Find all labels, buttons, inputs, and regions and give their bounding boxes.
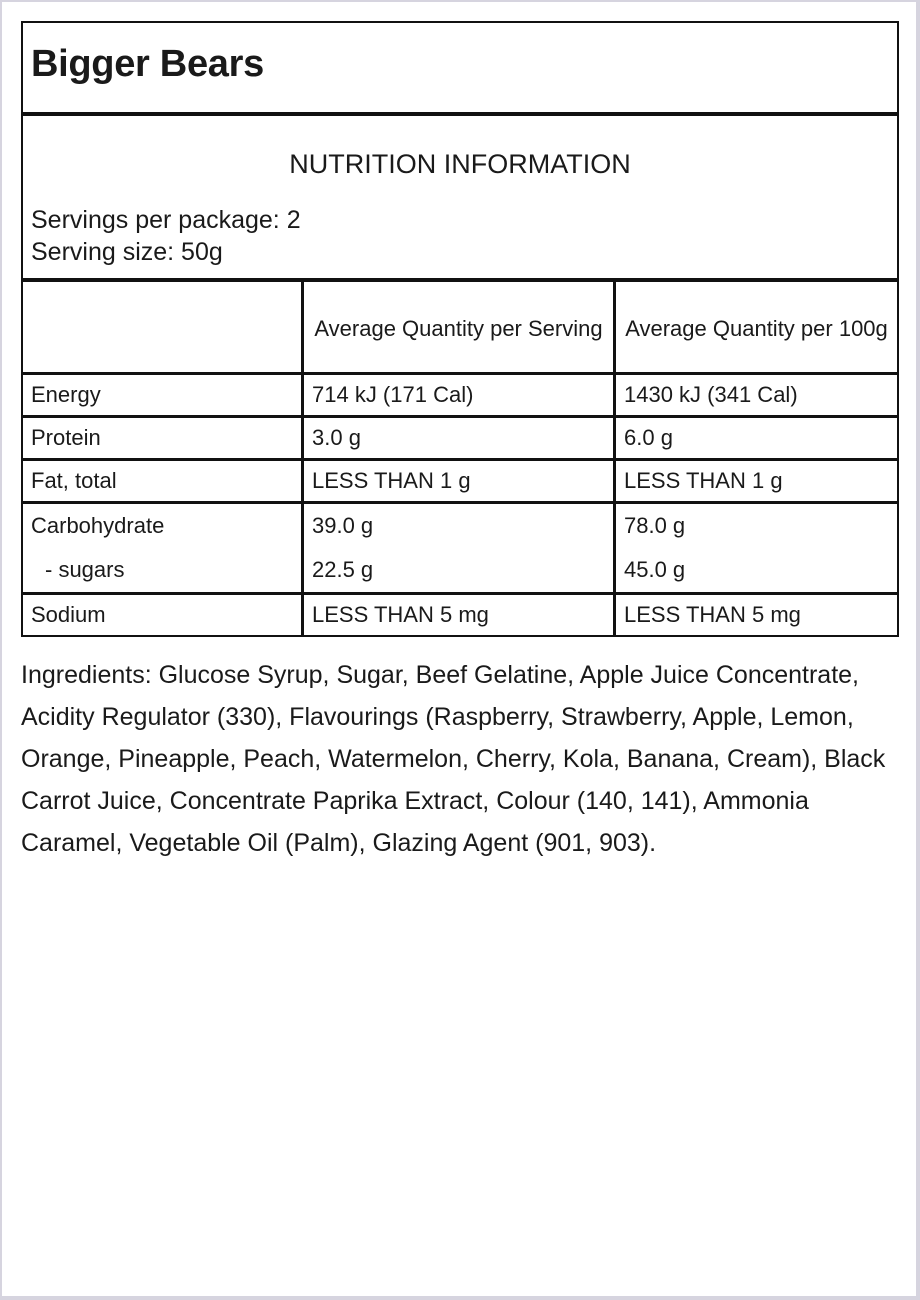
per-100g-value: 78.0 g [624, 513, 686, 538]
nutrition-table [23, 282, 897, 635]
table-row [23, 374, 897, 417]
header-cell-nutrient [23, 282, 303, 374]
serving-size: Serving size: 50g [31, 238, 223, 266]
per-serving-group [303, 503, 615, 594]
header-cell-per-serving: Average Quantity per Serving [303, 282, 615, 374]
per-serving-value: 39.0 g [312, 513, 374, 538]
nutrient-name: Sodium [23, 594, 303, 636]
table-header-row [23, 282, 897, 374]
nutrition-info-block [23, 116, 897, 282]
per-100g-value: 45.0 g [624, 557, 686, 582]
page [2, 2, 916, 1296]
per-serving-value: LESS THAN 5 mg [303, 594, 615, 636]
title-row [23, 23, 897, 116]
per-100g-group [615, 503, 898, 594]
header-cell-per-100g: Average Quantity per 100g [615, 282, 898, 374]
per-100g-value: LESS THAN 5 mg [615, 594, 898, 636]
per-serving-value: 22.5 g [312, 557, 374, 582]
per-serving-value: 714 kJ (171 Cal) [303, 374, 615, 417]
per-serving-value: LESS THAN 1 g [303, 460, 615, 503]
table-row [23, 594, 897, 636]
per-100g-value: LESS THAN 1 g [615, 460, 898, 503]
nutrient-name: Fat, total [23, 460, 303, 503]
product-title: Bigger Bears [31, 43, 264, 85]
nutrient-name: Carbohydrate [31, 513, 165, 538]
table-row [23, 417, 897, 460]
ingredients-text: Ingredients: Glucose Syrup, Sugar, Beef Gelatine, Apple Juice Concentrate, Acidity Regulator (330), Flavourings (Raspberry, Strawberry, Apple, Lemon, Orange, Pineapple, Peach, Watermelon, Cherry, Kola, Banana, Cream), Black Carrot Juice, Concentrate Paprika Extract, Colour (140, 141), Ammonia Caramel, Vegetable Oil (Palm), Glazing Agent (901, 903). [21, 661, 886, 857]
table-row [23, 503, 897, 594]
table-row [23, 460, 897, 503]
per-100g-value: 1430 kJ (341 Cal) [615, 374, 898, 417]
nutrient-name: Protein [23, 417, 303, 460]
per-100g-value: 6.0 g [615, 417, 898, 460]
nutrient-name: Energy [23, 374, 303, 417]
nutrient-name-group [23, 503, 303, 594]
nutrition-heading: NUTRITION INFORMATION [289, 149, 631, 179]
servings-per-package: Servings per package: 2 [31, 206, 301, 234]
nutrient-subname: - sugars [45, 557, 125, 582]
nutrition-label [21, 21, 899, 637]
per-serving-value: 3.0 g [303, 417, 615, 460]
